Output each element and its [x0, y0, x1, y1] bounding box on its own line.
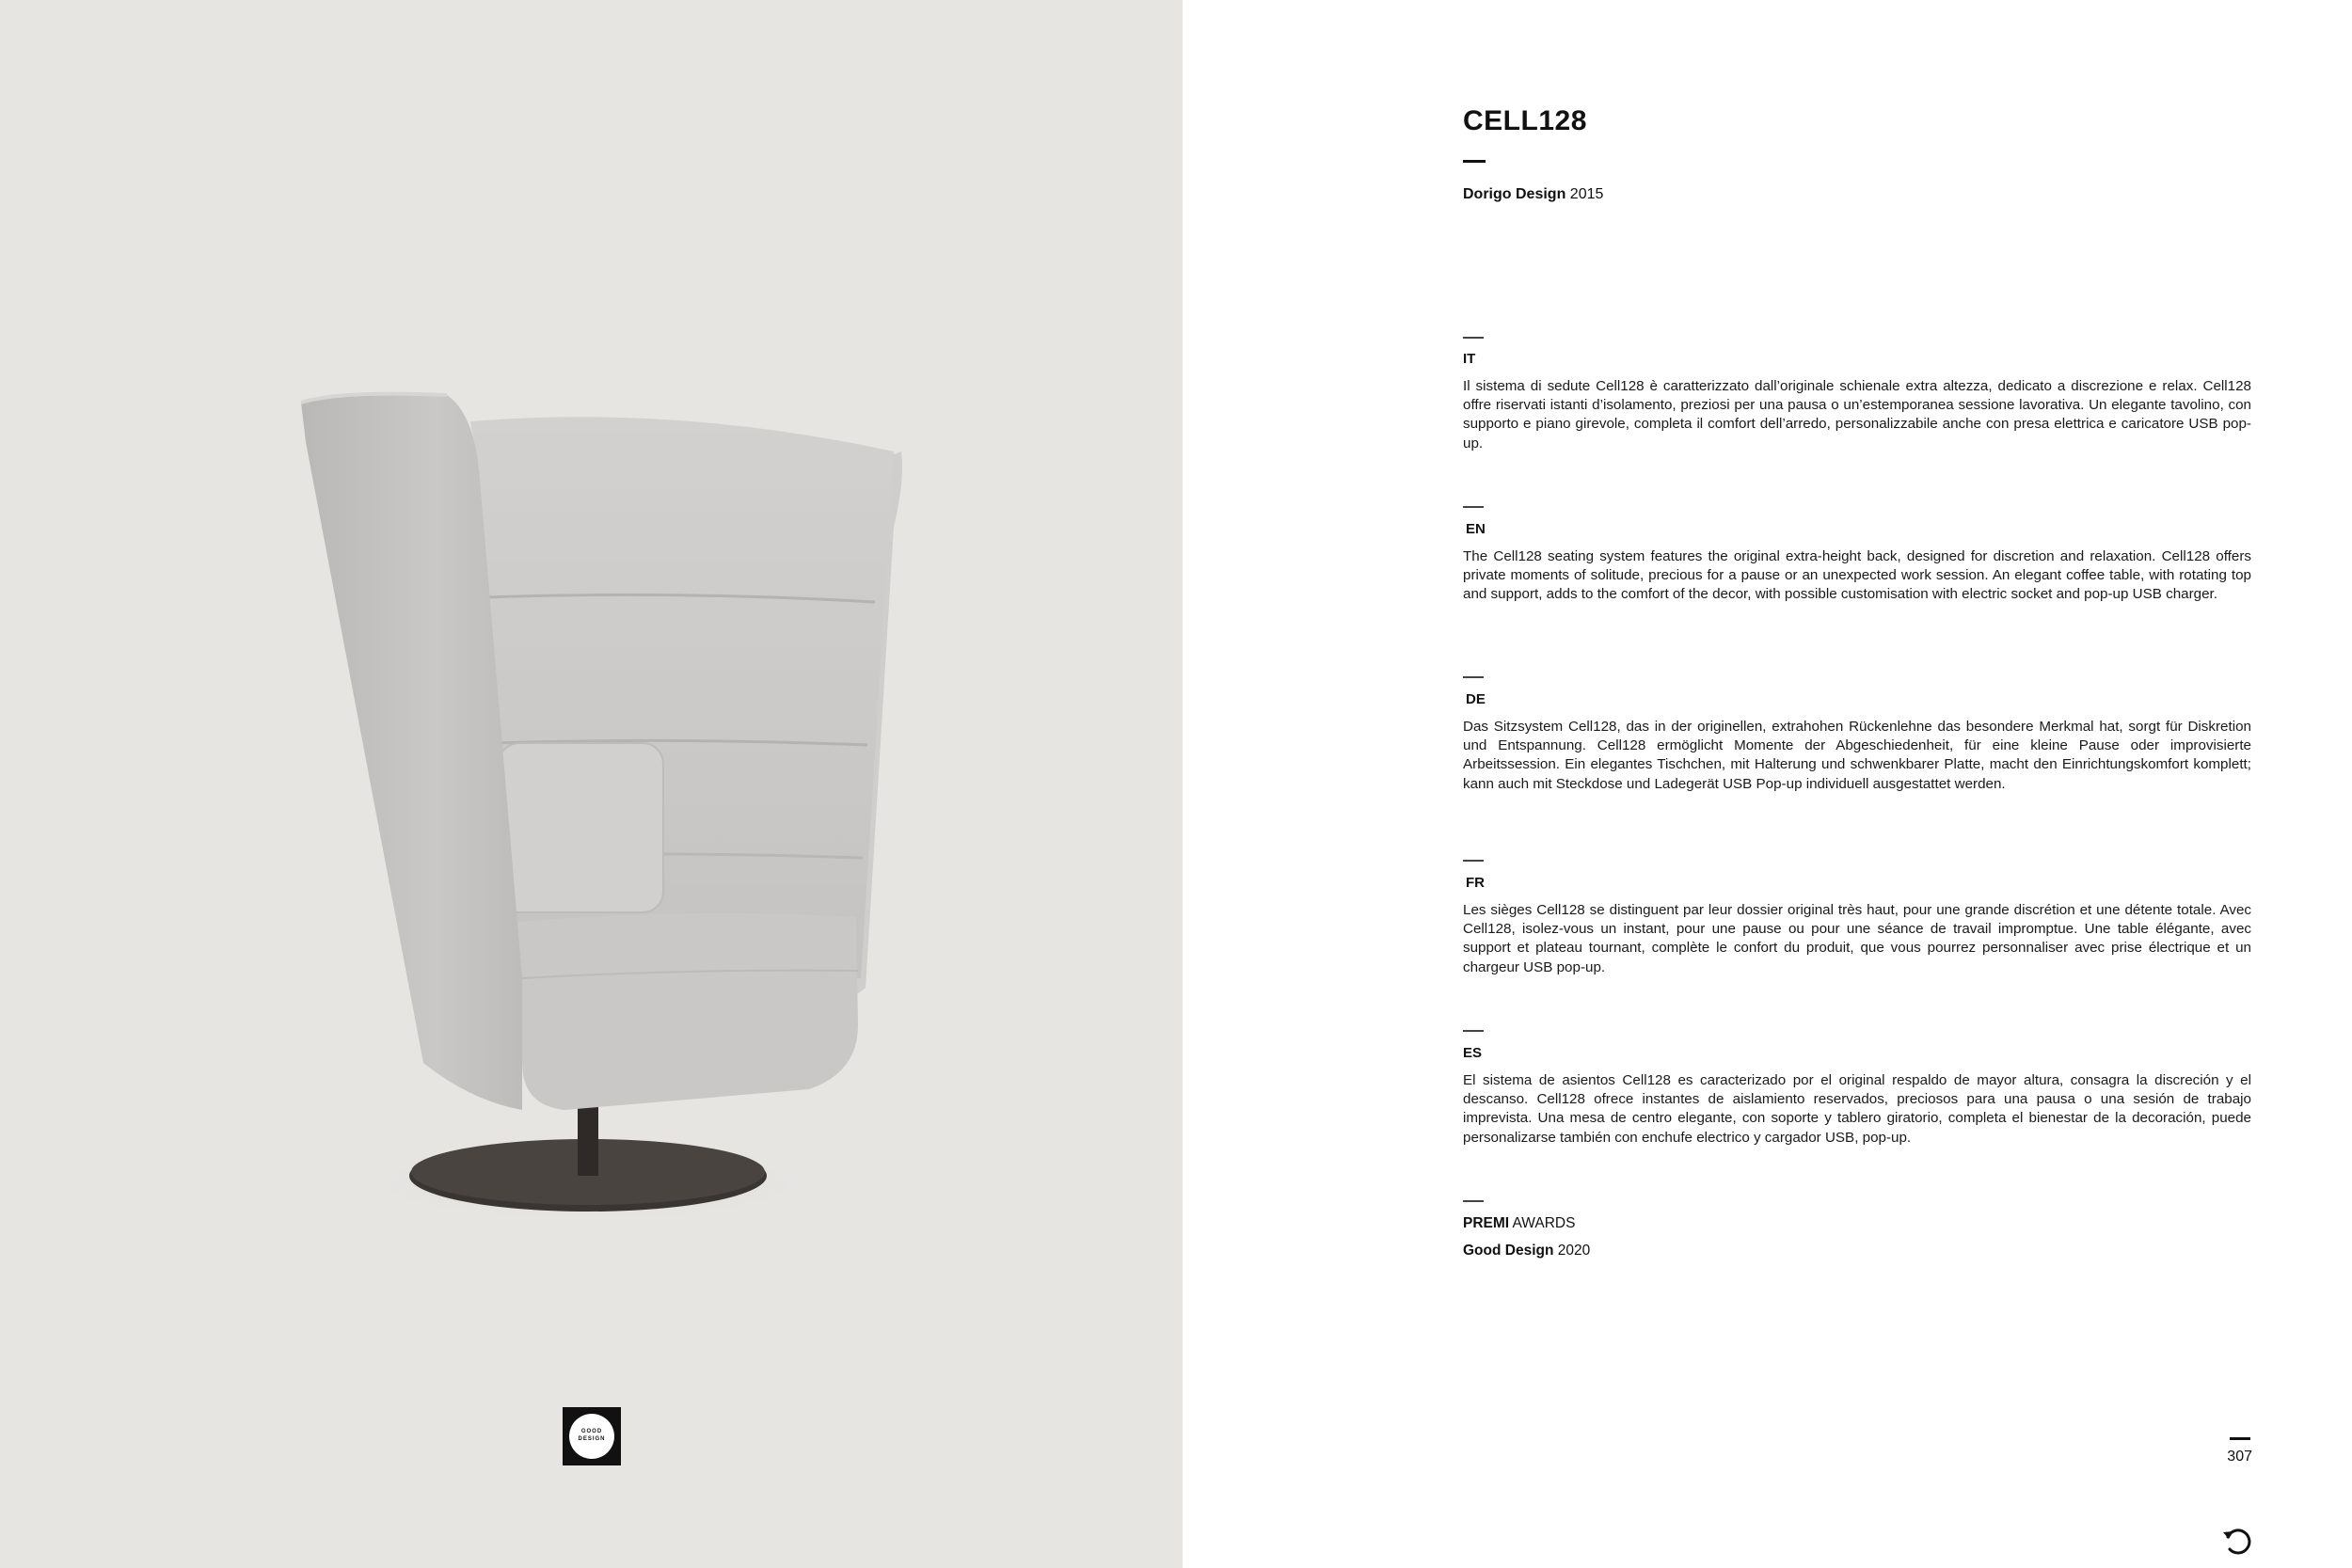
awards-divider — [1463, 1200, 1484, 1202]
section-text-it: Il sistema di sedute Cell128 è caratterizzato dall’originale schienale extra altezza, dedicato a discrezione e relax. Cell128 offre riservati istanti d’isolamento, preziosi per una pausa o un’estemporanea sessione lavorativa. Un elegante tavolino, con supporto e piano girevole, completa il comfort dell’arredo, personalizzabile anche con presa elettrica e caricatore USB pop-up. — [1463, 378, 2251, 451]
section-lang-fr: FR — [1466, 875, 1485, 891]
award-year: 2020 — [1557, 1243, 1591, 1259]
section-text-en: The Cell128 seating system features the original extra-height back, designed for discretion and relaxation. Cell128 offers private moments of solitude, precious for a pause or an unexpected work session. An elegant coffee table, with rotating top and support, adds to the comfort of the decor, with possible customisation with electric socket and pop-up USB charger. — [1463, 548, 2251, 603]
designer-name: Dorigo Design — [1463, 186, 1566, 202]
award-entry — [1463, 1243, 1590, 1259]
section-lang-it: IT — [1463, 351, 1476, 367]
awards-heading — [1463, 1215, 1575, 1232]
awards-label-bold: PREMI — [1463, 1215, 1510, 1231]
section-divider-de — [1463, 676, 1484, 678]
section-divider-it — [1463, 337, 1484, 339]
award-name: Good Design — [1463, 1243, 1554, 1259]
armchair-image — [282, 376, 941, 1232]
page-number: 307 — [2227, 1449, 2252, 1465]
section-divider-es — [1463, 1030, 1484, 1032]
badge-text-line2: DESIGN — [578, 1436, 606, 1442]
product-title: CELL128 — [1463, 105, 1587, 136]
reset-icon[interactable] — [2220, 1524, 2254, 1558]
section-lang-de: DE — [1466, 691, 1486, 707]
badge-text-line1: GOOD — [580, 1429, 603, 1434]
design-year: 2015 — [1569, 186, 1604, 202]
good-design-award-badge — [563, 1407, 621, 1465]
section-divider-en — [1463, 506, 1484, 508]
title-divider — [1463, 160, 1486, 163]
section-text-es: El sistema de asientos Cell128 es caracterizado por el original respaldo de mayor altura, consagra la discreción y el descanso. Cell128 ofrece instantes de aislamiento reservados, preciosos para una pausa o una sesión de trabajo imprevista. Una mesa de centro elegante, con soporte y tablero giratorio, completa el bienestar de la decoración, puede personalizarse también con enchufe electrico y cargador USB, pop-up. — [1463, 1072, 2251, 1146]
awards-label-rest: AWARDS — [1512, 1215, 1576, 1231]
section-lang-en: EN — [1466, 521, 1486, 537]
section-divider-fr — [1463, 860, 1484, 862]
designer-line — [1463, 186, 1603, 203]
section-text-de: Das Sitzsystem Cell128, das in der originellen, extrahohen Rückenlehne das besondere Merkmal hat, sorgt für Diskretion und Entspannung. Cell128 ermöglicht Momente der Abgeschiedenheit, für eine kleine Pause oder improvisierte Arbeitssession. Ein elegantes Tischchen, mit Halterung und schwenkbarer Platte, macht den Einrichtungskomfort komplett; kann auch mit Steckdose und Ladegerät USB Pop-up individuell ausgestattet werden. — [1463, 719, 2251, 792]
section-lang-es: ES — [1463, 1045, 1483, 1061]
page-number-divider — [2230, 1437, 2250, 1440]
section-text-fr: Les sièges Cell128 se distinguent par leur dossier original très haut, pour une grande discrétion et une détente totale. Avec Cell128, isolez-vous un instant, pour une pause ou pour une séance de travail impromptue. Une table élégante, avec support et plateau tournant, complète le confort du produit, que vous pourrez personnaliser avec prise électrique et un chargeur USB pop-up. — [1463, 902, 2251, 975]
